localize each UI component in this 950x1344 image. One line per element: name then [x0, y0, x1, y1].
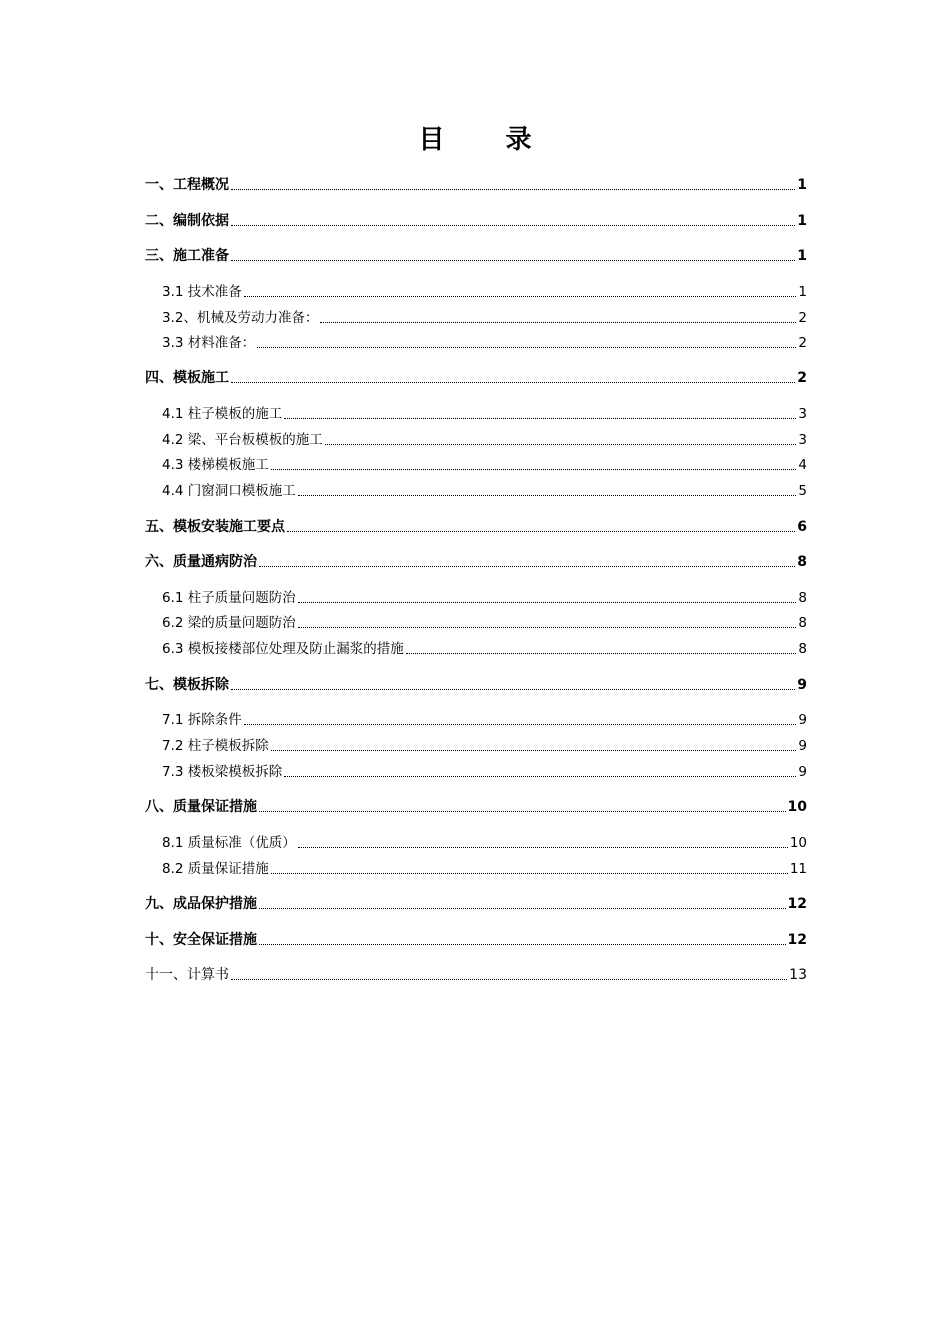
toc-entry-4-4[interactable]	[145, 480, 807, 500]
toc-entry-text: 二、编制依据	[145, 213, 229, 229]
toc-page-number: 2	[798, 310, 807, 326]
dot-leader	[231, 225, 795, 226]
dot-leader	[259, 908, 786, 909]
toc-entry-text: 五、模板安装施工要点	[145, 519, 285, 535]
toc-entry-8-2[interactable]	[145, 858, 807, 878]
toc-page-number: 11	[789, 861, 807, 877]
toc-entry-section-11[interactable]	[145, 964, 807, 984]
toc-entry-text: 8.1 质量标准（优质）	[162, 835, 296, 851]
toc-page-number: 1	[797, 177, 807, 193]
toc-entry-text: 4.4 门窗洞口模板施工	[162, 483, 296, 499]
toc-page-number: 9	[797, 677, 807, 693]
toc-page-number: 8	[798, 590, 807, 606]
toc-page-number: 9	[798, 764, 807, 780]
toc-entry-6-1[interactable]	[145, 587, 807, 607]
toc-entry-text: 七、模板拆除	[145, 677, 229, 693]
dot-leader	[320, 322, 796, 323]
toc-page-number: 8	[798, 641, 807, 657]
toc-entry-text: 7.2 柱子模板拆除	[162, 738, 269, 754]
toc-page-number: 13	[789, 967, 807, 983]
dot-leader	[298, 627, 797, 628]
dot-leader	[298, 495, 797, 496]
toc-entry-3-1[interactable]	[145, 281, 807, 301]
dot-leader	[325, 444, 797, 445]
toc-entry-3-3[interactable]	[145, 332, 807, 352]
toc-entry-text: 八、质量保证措施	[145, 799, 257, 815]
toc-entry-text: 六、质量通病防治	[145, 554, 257, 570]
toc-entry-text: 一、工程概况	[145, 177, 229, 193]
dot-leader	[284, 776, 796, 777]
dot-leader	[284, 418, 796, 419]
dot-leader	[298, 847, 788, 848]
dot-leader	[257, 347, 796, 348]
toc-entry-text: 4.2 梁、平台板模板的施工	[162, 432, 323, 448]
toc-entry-section-4[interactable]	[145, 367, 807, 387]
toc-title: 目 录	[418, 125, 558, 155]
dot-leader	[259, 566, 795, 567]
toc-entry-section-9[interactable]	[145, 893, 807, 913]
dot-leader	[259, 811, 786, 812]
toc-entry-text: 7.1 拆除条件	[162, 712, 242, 728]
toc-entry-6-2[interactable]	[145, 612, 807, 632]
toc-page-number: 9	[798, 712, 807, 728]
toc-page-number: 1	[797, 248, 807, 264]
toc-page-number: 4	[798, 457, 807, 473]
dot-leader	[406, 653, 797, 654]
dot-leader	[271, 750, 797, 751]
dot-leader	[271, 469, 797, 470]
toc-entry-text: 九、成品保护措施	[145, 896, 257, 912]
toc-entry-section-10[interactable]	[145, 929, 807, 949]
toc-page-number: 8	[798, 615, 807, 631]
toc-entry-text: 6.3 模板接楼部位处理及防止漏浆的措施	[162, 641, 404, 657]
dot-leader	[244, 724, 797, 725]
toc-entry-text: 7.3 楼板梁模板拆除	[162, 764, 283, 780]
dot-leader	[259, 944, 786, 945]
toc-entry-text: 3.2、机械及劳动力准备：	[162, 310, 319, 326]
dot-leader	[231, 189, 795, 190]
toc-entry-text: 6.1 柱子质量问题防治	[162, 590, 296, 606]
toc-entry-7-1[interactable]	[145, 709, 807, 729]
toc-page-number: 8	[797, 554, 807, 570]
toc-entry-4-1[interactable]	[145, 403, 807, 423]
toc-entry-text: 6.2 梁的质量问题防治	[162, 615, 296, 631]
toc-entry-section-1[interactable]	[145, 174, 807, 194]
dot-leader	[231, 260, 795, 261]
dot-leader	[271, 873, 788, 874]
toc-page-number: 10	[789, 835, 807, 851]
toc-entry-text: 三、施工准备	[145, 248, 229, 264]
toc-entry-text: 十、安全保证措施	[145, 932, 257, 948]
toc-page-number: 2	[798, 335, 807, 351]
dot-leader	[231, 979, 787, 980]
toc-page-number: 3	[798, 406, 807, 422]
dot-leader	[287, 531, 795, 532]
toc-entry-text: 4.1 柱子模板的施工	[162, 406, 283, 422]
toc-entry-section-3[interactable]	[145, 245, 807, 265]
toc-entry-text: 8.2 质量保证措施	[162, 861, 269, 877]
toc-entry-text: 十一、计算书	[145, 967, 229, 983]
toc-entry-text: 4.3 楼梯模板施工	[162, 457, 269, 473]
toc-entry-text: 四、模板施工	[145, 370, 229, 386]
toc-entry-section-5[interactable]	[145, 516, 807, 536]
toc-entry-4-2[interactable]	[145, 429, 807, 449]
toc-page-number: 3	[798, 432, 807, 448]
dot-leader	[298, 602, 797, 603]
toc-page-number: 1	[798, 284, 807, 300]
toc-entry-section-7[interactable]	[145, 674, 807, 694]
toc-entry-7-2[interactable]	[145, 735, 807, 755]
toc-entry-6-3[interactable]	[145, 638, 807, 658]
toc-entry-7-3[interactable]	[145, 761, 807, 781]
toc-entry-section-6[interactable]	[145, 551, 807, 571]
toc-entry-section-8[interactable]	[145, 796, 807, 816]
toc-entry-section-2[interactable]	[145, 210, 807, 230]
toc-entry-4-3[interactable]	[145, 454, 807, 474]
toc-entry-3-2[interactable]	[145, 307, 807, 327]
toc-entry-8-1[interactable]	[145, 832, 807, 852]
toc-page-number: 6	[797, 519, 807, 535]
dot-leader	[244, 296, 797, 297]
toc-page-number: 12	[787, 932, 807, 948]
toc-entry-text: 3.1 技术准备	[162, 284, 242, 300]
toc-page-number: 10	[787, 799, 807, 815]
toc-page-number: 2	[797, 370, 807, 386]
dot-leader	[231, 382, 795, 383]
dot-leader	[231, 689, 795, 690]
toc-entry-text: 3.3 材料准备：	[162, 335, 256, 351]
toc-page-number: 9	[798, 738, 807, 754]
toc-page-number: 5	[798, 483, 807, 499]
toc-page-number: 12	[787, 896, 807, 912]
toc-page-number: 1	[797, 213, 807, 229]
